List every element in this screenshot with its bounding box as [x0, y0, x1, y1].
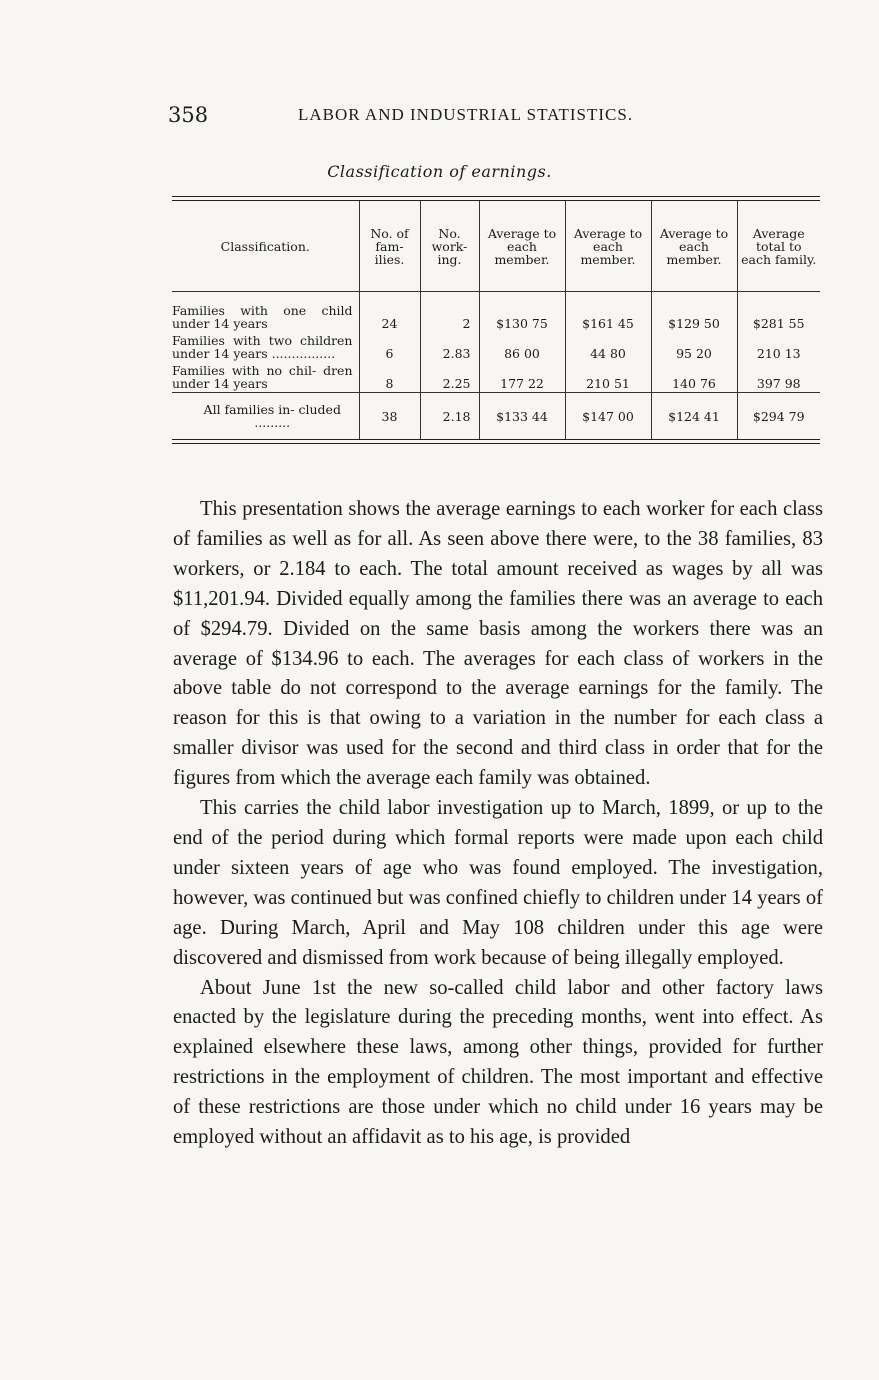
paragraph: About June 1st the new so-called child labor and other factory laws enacted by the legislature during the preceding months, went into effect. As explained elsewhere these laws, among other things, provided for further restrictions in the employment of children. The most important and effective of these restrictions are those under which no child under 16 years may be employed without an affidavit as to his age, is provided — [173, 976, 823, 1149]
families-cell: 8 — [359, 362, 420, 393]
column-header: Average to each member. — [565, 201, 651, 292]
column-header: No. work- ing. — [420, 201, 479, 292]
total-cell: 210 13 — [737, 332, 820, 362]
avg2-cell: 44 80 — [565, 332, 651, 362]
page-header — [168, 103, 818, 133]
avg3-cell: $124 41 — [651, 393, 737, 440]
total-row-label: All families in- cluded ......... — [203, 402, 341, 430]
total-cell: $281 55 — [737, 302, 820, 332]
avg2-cell: $147 00 — [565, 393, 651, 440]
earnings-table — [172, 196, 820, 444]
total-cell: 397 98 — [737, 362, 820, 393]
row-label: Families with no chil- dren under 14 years — [172, 363, 353, 391]
avg3-cell: $129 50 — [651, 302, 737, 332]
avg3-cell: 95 20 — [651, 332, 737, 362]
avg1-cell: $130 75 — [479, 302, 565, 332]
page-number: 358 — [168, 103, 209, 127]
column-header: Average to each member. — [651, 201, 737, 292]
avg1-cell: 177 22 — [479, 362, 565, 393]
table-bottom-rule — [172, 439, 820, 444]
working-cell: 2.18 — [420, 393, 479, 440]
row-label: Families with two children under 14 years ................ — [172, 333, 353, 361]
body-text — [173, 495, 823, 1153]
avg3-cell: 140 76 — [651, 362, 737, 393]
avg2-cell: 210 51 — [565, 362, 651, 393]
working-cell: 2.25 — [420, 362, 479, 393]
avg1-cell: 86 00 — [479, 332, 565, 362]
avg1-cell: $133 44 — [479, 393, 565, 440]
working-cell: 2 — [420, 302, 479, 332]
running-head: LABOR AND INDUSTRIAL STATISTICS. — [298, 105, 634, 124]
families-cell: 6 — [359, 332, 420, 362]
avg2-cell: $161 45 — [565, 302, 651, 332]
column-header: No. of fam- ilies. — [359, 201, 420, 292]
paragraph: This presentation shows the average earnings to each worker for each class of families as well as for all. As seen above there were, to the 38 families, 83 workers, or 2.184 to each. The total amount received as wages by all was $11,201.94. Divided equally among the families there was an average to each of $294.79. Divided on the same basis among the workers there was an average of $134.96 to each. The averages for each class of workers in the above table do not correspond to the average earnings for the family. The reason for this is that owing to a variation in the number for each class a smaller divisor was used for the second and third class in order that for the figures from which the average each family was obtained. — [173, 498, 823, 790]
total-cell: $294 79 — [737, 393, 820, 440]
table-header-row — [172, 201, 820, 292]
column-header: Average to each member. — [479, 201, 565, 292]
families-cell: 38 — [359, 393, 420, 440]
table-row — [172, 332, 820, 362]
table-total-row — [172, 393, 820, 440]
column-header: Classification. — [220, 238, 310, 254]
earnings-table-grid — [172, 201, 820, 439]
working-cell: 2.83 — [420, 332, 479, 362]
table-row — [172, 362, 820, 393]
row-label: Families with one child under 14 years — [172, 303, 353, 331]
paragraph: This carries the child labor investigation up to March, 1899, or up to the end of the period during which formal reports were made upon each child under sixteen years of age who was found employed. The investigation, however, was continued but was confined chiefly to children under 14 years of age. During March, April and May 108 children under this age were discovered and dismissed from work because of being illegally employed. — [173, 797, 823, 969]
table-caption: Classification of earnings. — [327, 162, 552, 181]
table-row — [172, 302, 820, 332]
families-cell: 24 — [359, 302, 420, 332]
column-header: Average total to each family. — [737, 201, 820, 292]
